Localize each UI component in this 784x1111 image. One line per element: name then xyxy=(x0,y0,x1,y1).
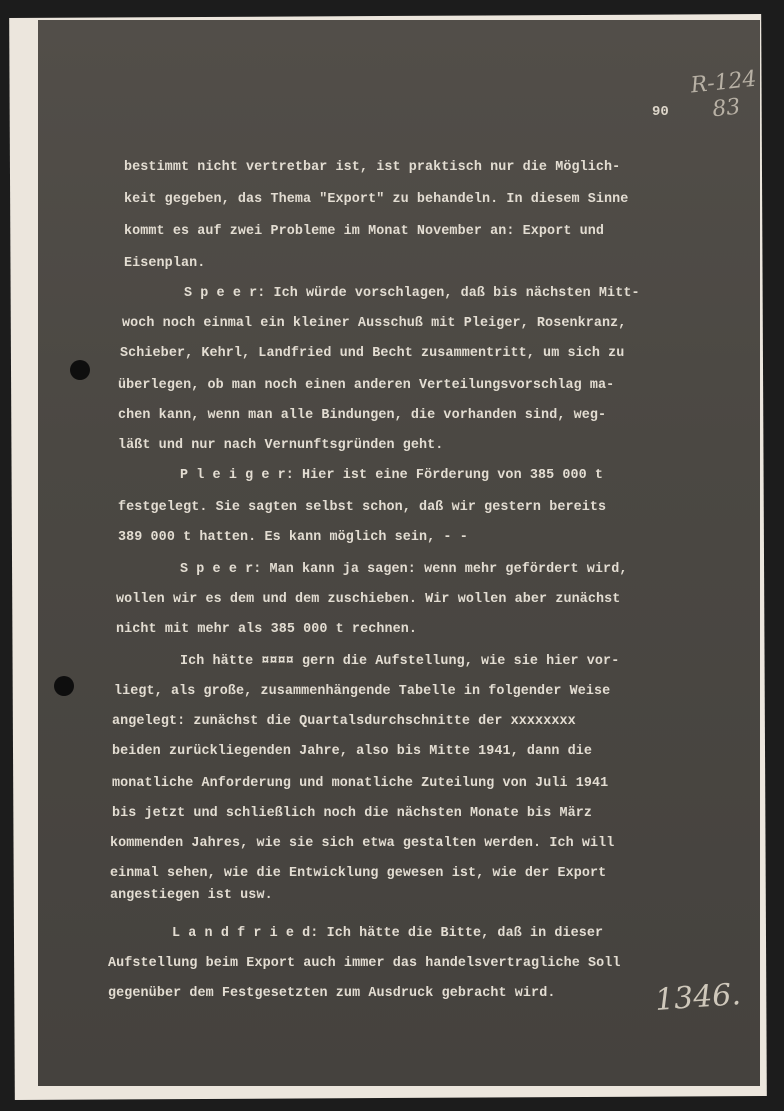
punch-hole-bottom xyxy=(54,676,74,696)
text-line: nicht mit mehr als 385 000 t rechnen. xyxy=(116,622,418,637)
text-line: wollen wir es dem und dem zuschieben. Wir wollen aber zunächst xyxy=(116,592,621,607)
text-line: einmal sehen, wie die Entwicklung gewesen ist, wie der Export xyxy=(110,866,607,881)
page-number: 90 xyxy=(652,104,669,120)
text-line: woch noch einmal ein kleiner Ausschuß mit Pleiger, Rosenkranz, xyxy=(122,316,627,331)
text-line: angestiegen ist usw. xyxy=(110,888,273,903)
punch-hole-top xyxy=(70,360,90,380)
text-line: Ich hätte ¤¤¤¤ gern die Aufstellung, wie sie hier vor- xyxy=(180,654,620,669)
text-line: angelegt: zunächst die Quartalsdurchschnitte der xxxxxxxx xyxy=(112,714,576,729)
archive-mark-line-2: 83 xyxy=(711,94,742,123)
archive-page-stamp: 1346. xyxy=(653,977,743,1018)
archive-mark xyxy=(687,66,762,125)
text-line: bestimmt nicht vertretbar ist, ist praktisch nur die Möglich- xyxy=(124,160,621,175)
text-line: S p e e r: Ich würde vorschlagen, daß bis nächsten Mitt- xyxy=(184,286,640,301)
text-line: bis jetzt und schließlich noch die nächsten Monate bis März xyxy=(112,806,593,821)
text-line: chen kann, wenn man alle Bindungen, die vorhanden sind, weg- xyxy=(118,408,607,423)
text-line: gegenüber dem Festgesetzten zum Ausdruck gebracht wird. xyxy=(108,986,556,1001)
text-line: kommenden Jahres, wie sie sich etwa gestalten werden. Ich will xyxy=(110,836,615,851)
text-line: festgelegt. Sie sagten selbst schon, daß wir gestern bereits xyxy=(118,500,607,515)
text-line: liegt, als große, zusammenhängende Tabelle in folgender Weise xyxy=(114,684,611,699)
text-line: Schieber, Kehrl, Landfried und Becht zusammentritt, um sich zu xyxy=(120,346,625,361)
text-line: kommt es auf zwei Probleme im Monat November an: Export und xyxy=(124,224,605,239)
text-line: 389 000 t hatten. Es kann möglich sein, - - xyxy=(118,530,468,545)
archive-mark-line-1: R-124 xyxy=(689,66,758,99)
text-line: beiden zurückliegenden Jahre, also bis Mitte 1941, dann die xyxy=(112,744,593,759)
text-line: monatliche Anforderung und monatliche Zuteilung von Juli 1941 xyxy=(112,776,609,791)
text-line: überlegen, ob man noch einen anderen Verteilungsvorschlag ma- xyxy=(118,378,615,393)
text-line: Eisenplan. xyxy=(124,256,206,271)
text-line: L a n d f r i e d: Ich hätte die Bitte, daß in dieser xyxy=(172,926,604,941)
text-line: S p e e r: Man kann ja sagen: wenn mehr gefördert wird, xyxy=(180,562,628,577)
text-line: läßt und nur nach Vernunftsgründen geht. xyxy=(118,438,444,453)
text-line: keit gegeben, das Thema "Export" zu behandeln. In diesem Sinne xyxy=(124,192,629,207)
text-line: P l e i g e r: Hier ist eine Förderung von 385 000 t xyxy=(180,468,604,483)
text-line: Aufstellung beim Export auch immer das handelsvertragliche Soll xyxy=(108,956,621,971)
